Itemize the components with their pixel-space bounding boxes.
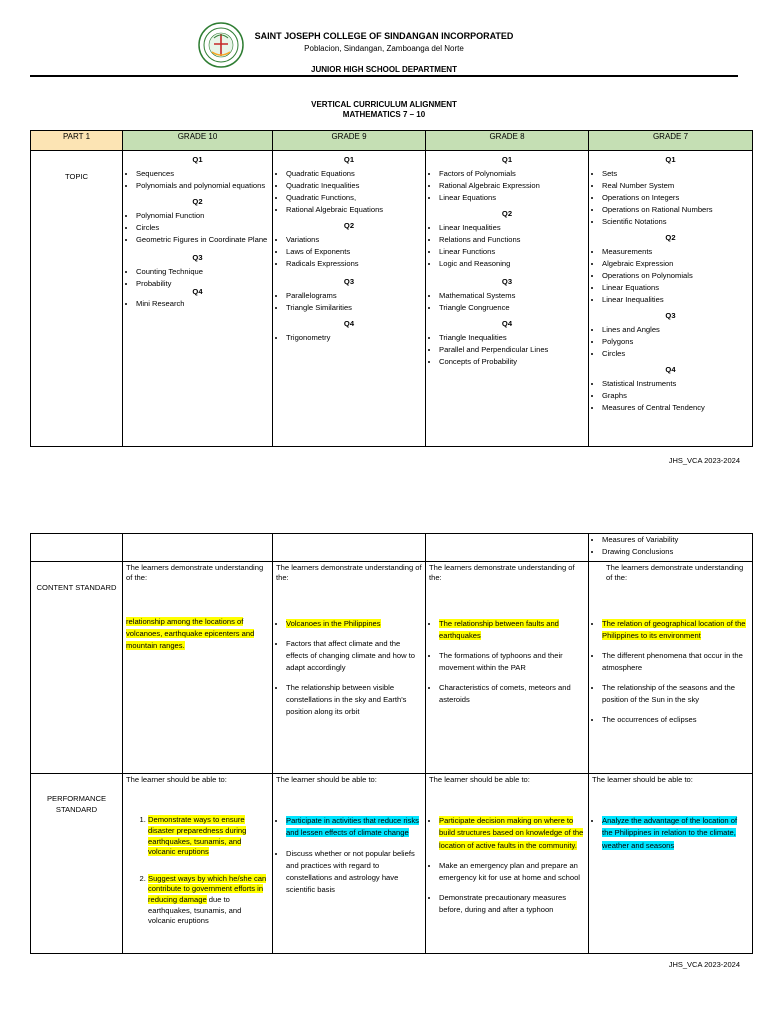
grade-9-content-standard: The learners demonstrate understanding of the: • Volcanoes in the Philippines • Factors that affect climate and the effects of changing climate and how to adapt accordingly • The relationship between visible constellations in the sky and Earth's position along its orbit xyxy=(273,562,426,774)
list-item: 2. Suggest ways by which he/she can contribute to government efforts in reducing damage due to earthquakes, tsunamis, and volcanic eruptions xyxy=(148,874,269,927)
topic-list xyxy=(276,291,422,313)
list-item: • Polynomials and polynomial equations xyxy=(136,181,269,191)
list-item: • Graphs xyxy=(602,391,749,401)
list-item: • Measures of Central Tendency xyxy=(602,403,749,413)
list-item: • Probability xyxy=(136,279,269,289)
quarter-label: Q4 xyxy=(192,287,203,297)
list-item: • The different phenomena that occur in the atmosphere xyxy=(602,650,749,674)
list-item: • Statistical Instruments xyxy=(602,379,749,389)
topic-list xyxy=(276,169,422,215)
list-item: • Mini Research xyxy=(136,299,269,309)
list-item: • Triangle Congruence xyxy=(439,303,585,313)
list-item: • Concepts of Probability xyxy=(439,357,585,367)
quarter-label: Q3 xyxy=(665,311,676,321)
list-item: • The occurrences of eclipses xyxy=(602,714,749,726)
list-item: • Algebraic Expression xyxy=(602,259,749,269)
list-item: • Relations and Functions xyxy=(439,235,585,245)
topic-list xyxy=(429,291,585,313)
list-item: • Parallel and Perpendicular Lines xyxy=(439,345,585,355)
topic-list xyxy=(592,325,749,359)
quarter-label: Q3 xyxy=(343,277,355,287)
list-item: • The relationship between faults and earthquakes xyxy=(439,618,585,642)
list-item: • Polygons xyxy=(602,337,749,347)
document-subtitle: MATHEMATICS 7 – 10 xyxy=(342,110,426,119)
list-item: • Linear Equations xyxy=(602,283,749,293)
list-item: • Parallelograms xyxy=(286,291,422,301)
list-item: • Sets xyxy=(602,169,749,179)
list-item: • Discuss whether or not popular beliefs and practices with regard to constellations and astrology have scientific basis xyxy=(286,848,422,897)
list-item: • Analyze the advantage of the location of the Philippines in relation to the climate, weather and seasons xyxy=(602,815,749,851)
grade-7-header: GRADE 7 xyxy=(589,131,753,151)
page-footer-code: JHS_VCA 2023-2024 xyxy=(668,960,740,969)
list-item: • Rational Algebraic Expression xyxy=(439,181,585,191)
grade-9-performance-standard: The learner should be able to: • Participate in activities that reduce risks and lessen effects of climate change • Discuss whether or not popular beliefs and practices with regard to constellations and astrology have scientific basis xyxy=(273,774,426,954)
highlighted-standard: relationship among the locations of volcanoes, earthquake epicenters and mountain ranges. xyxy=(126,616,255,650)
list-item: • Participate in activities that reduce risks and lessen effects of climate change xyxy=(286,815,422,839)
quarter-label: Q4 xyxy=(501,319,513,329)
list-item: • Linear Functions xyxy=(439,247,585,257)
list-item: • Variations xyxy=(286,235,422,245)
grade-10-topics xyxy=(123,151,273,447)
grade-9-topics xyxy=(273,151,426,447)
topic-list xyxy=(126,299,269,309)
quarter-label: Q4 xyxy=(343,319,355,329)
topic-list xyxy=(126,267,269,289)
grade-8-performance-standard: The learner should be able to: • Participate decision making on where to build structures based on knowledge of the location of active faults in the community. • Make an emergency plan and prepare an emergency kit for use at home and school • Demonstrate precautionary measures before, during and after a typhoon xyxy=(426,774,589,954)
list-item: • Characteristics of comets, meteors and asteroids xyxy=(439,682,585,706)
topic-list xyxy=(276,235,422,269)
list-item: • Laws of Exponents xyxy=(286,247,422,257)
part-label: PART 1 xyxy=(31,131,123,151)
list-item: • Geometric Figures in Coordinate Plane xyxy=(136,235,269,245)
quarter-label: Q2 xyxy=(343,221,355,231)
grade-7-content-standard: The learners demonstrate understanding of the: • The relation of geographical location of the Philippines to its environment • The different phenomena that occur in the atmosphere • The relationship of the seasons and the position of the Sun in the sky • The occurrences of eclipses xyxy=(589,562,753,774)
standards-table xyxy=(30,533,753,954)
list-item: • Real Number System xyxy=(602,181,749,191)
list-item: • Circles xyxy=(136,223,269,233)
list-item: • Linear Equations xyxy=(439,193,585,203)
list-item: • Radicals Expressions xyxy=(286,259,422,269)
list-item: • Logic and Reasoning xyxy=(439,259,585,269)
list-item: • Factors of Polynomials xyxy=(439,169,585,179)
list-item: • Scientific Notations xyxy=(602,217,749,227)
grade-7-continued-topics xyxy=(592,535,749,557)
grade-7-topics xyxy=(589,151,753,447)
list-item: • The relationship of the seasons and the position of the Sun in the sky xyxy=(602,682,749,706)
content-standard-label: CONTENT STANDARD xyxy=(36,583,117,592)
list-item: • Measures of Variability xyxy=(602,535,749,545)
quarter-label: Q1 xyxy=(665,155,676,164)
topic-list xyxy=(429,333,585,367)
grade-10-performance-standard: The learner should be able to: 1. Demonstrate ways to ensure disaster preparedness during earthquakes, tsunamis, and volcanic eruptions 2. Suggest ways by which he/she can contribute to government efforts in reducing damage due to earthquakes, tsunamis, and volcanic eruptions xyxy=(123,774,273,954)
list-item: • Counting Technique xyxy=(136,267,269,277)
topic-list xyxy=(276,333,422,343)
list-item: • Operations on Rational Numbers xyxy=(602,205,749,215)
school-name: SAINT JOSEPH COLLEGE OF SINDANGAN INCORPORATED xyxy=(254,31,514,41)
header-divider xyxy=(30,75,738,77)
grade-9-header: GRADE 9 xyxy=(273,131,426,151)
grade-8-content-standard: The learners demonstrate understanding of the: • The relationship between faults and earthquakes • The formations of typhoons and their movement within the PAR • Characteristics of comets, meteors and asteroids xyxy=(426,562,589,774)
list-item: 1. Demonstrate ways to ensure disaster preparedness during earthquakes, tsunamis, and volcanic eruptions xyxy=(148,815,269,858)
list-item: • Factors that affect climate and the effects of changing climate and how to adapt accordingly xyxy=(286,638,422,674)
department-name: JUNIOR HIGH SCHOOL DEPARTMENT xyxy=(311,65,457,74)
grade-8-topics xyxy=(426,151,589,447)
list-item: • Quadratic Inequalities xyxy=(286,181,422,191)
grade-10-content-standard: The learners demonstrate understanding of the: relationship among the locations of volcanoes, earthquake epicenters and mountain ranges. xyxy=(123,562,273,774)
list-item: • Sequences xyxy=(136,169,269,179)
list-item: • Operations on Integers xyxy=(602,193,749,203)
list-item: • Trigonometry xyxy=(286,333,422,343)
topic-list xyxy=(126,211,269,245)
list-item: • The relation of geographical location of the Philippines to its environment xyxy=(602,618,749,642)
quarter-label: Q2 xyxy=(192,197,203,207)
list-item: • Linear Inequalities xyxy=(439,223,585,233)
list-item: • Drawing Conclusions xyxy=(602,547,749,557)
topic-list xyxy=(592,379,749,413)
quarter-label: Q1 xyxy=(501,155,513,164)
document-title: VERTICAL CURRICULUM ALIGNMENT xyxy=(311,100,457,109)
list-item: • Demonstrate precautionary measures before, during and after a typhoon xyxy=(439,892,585,916)
quarter-label: Q3 xyxy=(192,253,203,263)
topic-list xyxy=(429,169,585,203)
quarter-label: Q2 xyxy=(501,209,513,219)
performance-standard-label: PERFORMANCE STANDARD xyxy=(46,794,107,815)
list-item: • Quadratic Functions, xyxy=(286,193,422,203)
list-item: • Triangle Similarities xyxy=(286,303,422,313)
topic-list xyxy=(429,223,585,269)
list-item: • The formations of typhoons and their movement within the PAR xyxy=(439,650,585,674)
list-item: • Make an emergency plan and prepare an emergency kit for use at home and school xyxy=(439,860,585,884)
list-item: • Mathematical Systems xyxy=(439,291,585,301)
list-item: • Rational Algebraic Equations xyxy=(286,205,422,215)
list-item: • Linear Inequalities xyxy=(602,295,749,305)
grade-7-performance-standard: The learner should be able to: • Analyze the advantage of the location of the Philippines in relation to the climate, weather and seasons xyxy=(589,774,753,954)
grade-8-header: GRADE 8 xyxy=(426,131,589,151)
list-item: • Circles xyxy=(602,349,749,359)
school-address: Poblacion, Sindangan, Zamboanga del Norte xyxy=(304,44,464,53)
quarter-label: Q2 xyxy=(665,233,676,243)
list-item: • Lines and Angles xyxy=(602,325,749,335)
topic-list xyxy=(592,247,749,305)
list-item: • The relationship between visible constellations in the sky and Earth's position along its orbit xyxy=(286,682,422,718)
list-item: • Measurements xyxy=(602,247,749,257)
list-item: • Operations on Polynomials xyxy=(602,271,749,281)
grade-10-header: GRADE 10 xyxy=(123,131,273,151)
quarter-label: Q1 xyxy=(192,155,203,164)
quarter-label: Q1 xyxy=(343,155,355,164)
topic-list xyxy=(592,169,749,227)
list-item: • Participate decision making on where to build structures based on knowledge of the location of active faults in the community. xyxy=(439,815,585,851)
list-item: • Quadratic Equations xyxy=(286,169,422,179)
page-footer-code: JHS_VCA 2023-2024 xyxy=(668,456,740,465)
topic-label: TOPIC xyxy=(64,172,89,181)
quarter-label: Q4 xyxy=(665,365,676,375)
topic-list xyxy=(126,169,269,191)
list-item: • Polynomial Function xyxy=(136,211,269,221)
topic-table xyxy=(30,130,753,447)
list-item: • Volcanoes in the Philippines xyxy=(286,618,422,630)
quarter-label: Q3 xyxy=(501,277,513,287)
list-item: • Triangle Inequalities xyxy=(439,333,585,343)
